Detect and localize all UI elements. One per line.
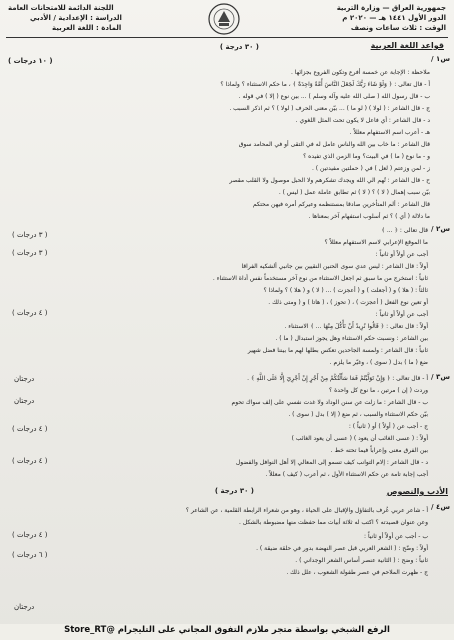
q2-line: ضع ( ما ) بدل ( سوى ) ، وغيّر ما يلزم . (329, 359, 428, 366)
header-time: الوقت : ثلاث ساعات ونصف (350, 24, 446, 32)
q2-line: أجب عن أولاً أو ثانياً : (375, 311, 428, 318)
q4-line: ب - أجب عن أولاً أو ثانياً : (364, 533, 428, 540)
q4-line: ج - ظهرت الملاحم في عصر طفولة الشعوب ، علل ذلك . (286, 569, 428, 576)
q1-score: ( ١٠ درجات ) (8, 57, 53, 65)
q3-label: س٣ / (431, 373, 450, 381)
section-rules-total: ( ٣٠ درجة ) (219, 43, 259, 51)
section-lit-total: ( ٣٠ درجة ) (214, 487, 254, 495)
q4-line: وعن عنوان قصيدته ؟ اكتب له ثلاثة أبيات مما حفظت منها مضبوطة بالشكل . (239, 519, 428, 526)
q2-line: ثانياً : استخرج من ما سبق ثم اجعل الاستثناء من نوع آخر مستخدماً نفس أداة الاستثناء . (212, 275, 428, 282)
q3-score-a: درجتان (14, 375, 35, 383)
q1-line: بيّن سبب إهمال ( لا ) ؟ ( لا ) ثم تطابق عاملة عمل ( ليس ) . (278, 189, 430, 196)
q3-line: وردت ( إن ) مرتين ، ما نوع كل واحدة ؟ (329, 387, 428, 394)
header-committee: اللجنة الدائمة للامتحانات العامة (8, 4, 114, 12)
q2-label: س٢ / (431, 225, 450, 233)
footer-watermark-text: الرفع الشبخي بواسطة متجر ملازم التفوق المجاني على التليجرام @Store_RT (64, 625, 390, 635)
q1-label: س١ / (431, 55, 450, 63)
q1-line: ج - قال الشاعر : ( لولا ) ( لو ما ) ... بيّن معنى الحرف ( لولا ) ؟ ثم اذكر السبب . (229, 105, 430, 112)
header-country: جمهورية العراق — وزارة التربية (336, 4, 446, 12)
q1-line: ملاحظة : الإجابة عن خمسة أفرع وتكون الفروع بجزائها . (290, 69, 430, 76)
section-rules-title: قواعد اللغة العربية (370, 41, 444, 50)
q2-line: أولاً : قال الشاعر : ليس عدي سوى الحنين النقيين بين جانبي ألشكيه الفراقا (241, 263, 428, 270)
q2-line: أو تعين نوع الفعل ( أعجزت ) ، ( تحوز ) ، ( هاتا ) و ( ومتى ذلك . (268, 299, 428, 306)
q4-score-a: ( ٤ درجات ) (12, 531, 48, 539)
q1-line: ب - قال رسول الله ( صلى الله عليه وآله وسلم ) ... بين نوع ( إلا ) في قوله . (238, 93, 430, 100)
q2-line: أولاً : قال تعالى : ﴿ قَالُوا نُرِيدُ أَنْ نَأْكُلَ مِنْهَا ... ﴾ الاستثناء . (284, 323, 428, 330)
q2-line: ما الموقع الإعرابي لاسم الاستفهام معللاً ؟ (324, 239, 428, 246)
q4-label: س٤ / (431, 503, 450, 511)
q2-line: ثانياً : قال الشاعر : ولمسة الجاحدين تعكس بطلها لهم ما بيننا فضل شهير (247, 347, 428, 354)
header-subject: المادة : اللغة العربية (52, 24, 122, 32)
q3-score-b: درجتان (14, 397, 35, 405)
q3-line: أ - قال تعالى : ﴿ وَإِنْ تَوَلَّيْتُمْ فَمَا سَأَلْتُكُمْ مِنْ أَجْرٍ إِنْ أَجْرِيَ إِلَّا عَلَى اللَّهِ ﴾ . (247, 375, 428, 382)
header-divider (6, 37, 448, 38)
header-study: الدراسة : الإعدادية / الأدبي (30, 14, 122, 22)
ministry-seal-icon (198, 2, 250, 36)
q3-line: أجب إجابة تامة عن حكم الاستثناء الأول ، ثم أعرب ( كيف ) معللاً . (265, 471, 428, 478)
q3-line: ج - أجب عن ( أولاً ) أو ( ثانياً ) : (348, 423, 428, 430)
q4-line: ثانياً : وضح : ( الثانية عنصر أساس الشعر الوجداني ) . (295, 557, 428, 564)
q3-line: ب - قال الشاعر : ما زلت عن سنن الوداد ولا غدت نفسي على إلف سواك تحوم (231, 399, 428, 406)
q3-line: بين الفرق معنى وإعراباً فيما تحته خط . (330, 447, 428, 454)
q4-line: أ - شاعر عربي عُرف بالتفاؤل والإقبال على الحياة ، وهو من شعراء الرابطة القلمية ، عن الشاعر ؟ (185, 507, 428, 514)
q1-line: ز - لمن وزعتم ( لعل ) في ( حملتين مفيدتين ) . (311, 165, 430, 172)
q1-line: أ - قال تعالى : ﴿ وَلَوْ شَاءَ رَبُّكَ لَجَعَلَ النَّاسَ أُمَّةً وَاحِدَةً ﴾ ، ما حكم الاستثناء ؟ ولماذا ؟ (220, 81, 430, 88)
q3-line: بيّن حكم الاستثناء والسبب ، ثم ضع ( إلا ) بدل ( سوى ) . (288, 411, 428, 418)
q3-line: أولاً : ( عسى الغائب أن يعود ) ( عسى أن يعود الغائب ) (291, 435, 428, 442)
q2-line: أجب عن أولاً أو ثانياً : (375, 251, 428, 258)
q1-line: قال الشاعر : ألم المتأخرين صادقا بمستنظمه وعيركم أمره فيهن محتكم (252, 201, 430, 208)
q2-line: ثالثاً : ( هلا ) و ( أجعلت ) و ( أعجزت ) ... ( لا ) و ( هلا ) ؟ ولماذا ؟ (263, 287, 428, 294)
q4-line: أولاً : وضّح : ( الشعر العربي قبل عصر النهضة بدور في حلقة ضيقة ) . (256, 545, 428, 552)
q1-line: ح - قال الشاعر : تُهم الي الله ويجدك تشكرهم ولا الحبل موصول ولا القلب مقصر (229, 177, 430, 184)
q1-line: قال الشاعر : ما خاب بين الله والناس عامل له في التقى أو في المحامد سوق (238, 141, 430, 148)
q4-score-c: درجتان (14, 603, 35, 611)
q2-score-c: ( ٤ درجات ) (12, 309, 48, 317)
q3-line: د - قال الشاعر : إلام التوانب كيف تسمو إلى المعالي إلا أهل النوافل والفضول (235, 459, 428, 466)
q3-score-d: ( ٤ درجات ) (12, 457, 48, 465)
section-lit-title: الأدب والنصوص (386, 487, 448, 496)
q2-score-b: ( ٣ درجات ) (12, 249, 48, 257)
q4-score-b: ( ٦ درجات ) (12, 551, 48, 559)
q1-line: هـ - أعرب اسم الاستفهام معللاً . (349, 129, 430, 136)
q2-line: قال تعالى : ﴿ ... ﴾ (381, 227, 428, 234)
q1-line: د - قال الشاعر : أي فاعل لا يكون تحت المثل اللغوي . (295, 117, 430, 124)
header-session: الدور الأول ١٤٤١ هـ — ٢٠٢٠ م (342, 14, 446, 22)
q2-score-a: ( ٣ درجات ) (12, 231, 48, 239)
q2-line: بين الشاعر : ونسبت حكم الاستثناء وهل يجوز استبدال ( ما ) . (275, 335, 428, 342)
q1-line: ما دلالة ( أي ) ؟ ثم أسلوب استفهام آخر بمعناها . (308, 213, 430, 220)
q1-line: و - ما نوع ( ما ) في البيت؟ وما الزمن الذي تفيده ؟ (303, 153, 430, 160)
q3-score-c: ( ٤ درجات ) (12, 425, 48, 433)
